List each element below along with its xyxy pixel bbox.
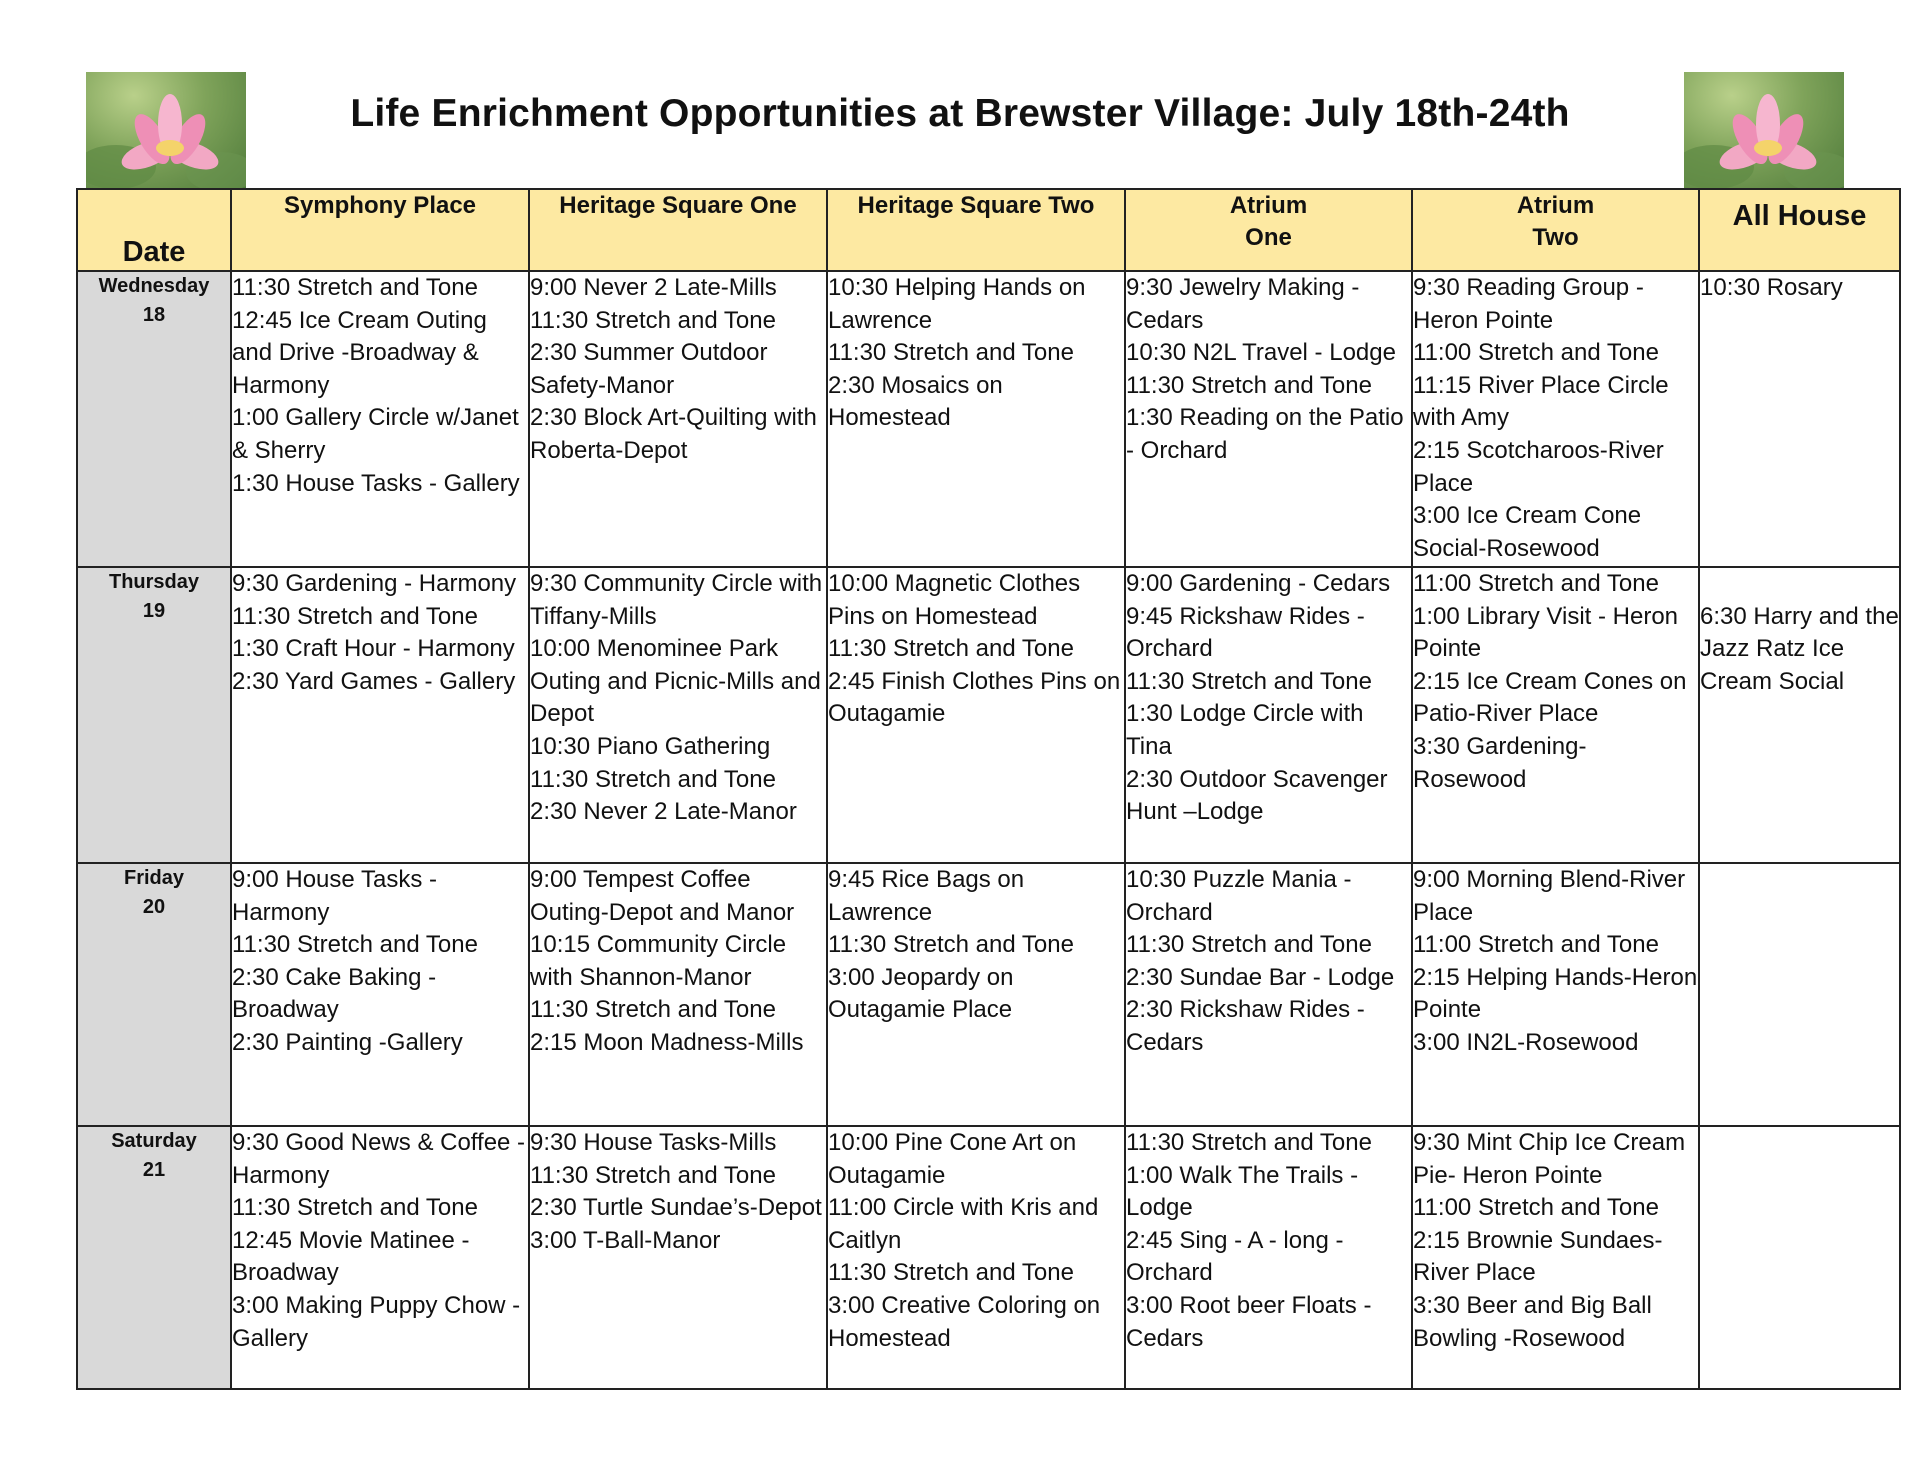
activity-item: 11:30 Stretch and Tone — [828, 1259, 1074, 1287]
activity-item: 12:45 Ice Cream Outing and Drive -Broadway & Harmony — [232, 306, 487, 399]
activity-item: 11:00 Stretch and Tone — [1413, 570, 1659, 597]
table-row — [77, 863, 1900, 1126]
activity-item: 11:30 Stretch and Tone — [232, 274, 478, 301]
day-number: 19 — [142, 600, 166, 622]
schedule-cell-heritage-square-two — [827, 863, 1125, 1126]
page-title: Life Enrichment Opportunities at Brewster Village: July 18th-24th — [350, 92, 1570, 135]
activity-item: 2:30 Yard Games - Gallery — [232, 667, 516, 695]
activity-item: 2:15 Moon Madness-Mills — [530, 1028, 804, 1056]
schedule-cell-heritage-square-two — [827, 567, 1125, 863]
schedule-cell-symphony-place — [231, 567, 529, 863]
activity-item: 9:30 Good News & Coffee -Harmony — [232, 1129, 526, 1189]
activity-item: 2:15 Scotcharoos-River Place — [1413, 436, 1664, 497]
column-header-atrium-two: Atrium Two — [1412, 189, 1699, 271]
activity-item: 2:30 Never 2 Late-Manor — [530, 798, 797, 826]
activity-item: 11:00 Circle with Kris and Caitlyn — [828, 1194, 1099, 1254]
schedule-cell-atrium-one — [1125, 567, 1412, 863]
activity-item: 9:30 Community Circle with Tiffany-Mills — [530, 570, 823, 630]
activity-item: 10:30 Piano Gathering — [530, 732, 771, 760]
activity-item: 10:00 Magnetic Clothes Pins on Homestead — [828, 570, 1081, 630]
activity-item: 10:00 Pine Cone Art on Outagamie — [828, 1129, 1077, 1189]
activity-item — [1700, 568, 1899, 601]
activity-item: 11:30 Stretch and Tone — [232, 931, 478, 959]
schedule-cell-all-house — [1699, 271, 1900, 567]
date-cell — [77, 567, 231, 863]
activity-item: 2:30 Rickshaw Rides - Cedars — [1126, 996, 1365, 1056]
activity-item: 9:00 Morning Blend-River Place — [1413, 866, 1686, 926]
activity-item: 11:30 Stretch and Tone — [1126, 667, 1372, 695]
activity-item: 3:30 Gardening-Rosewood — [1413, 732, 1587, 793]
activity-item: 9:30 Jewelry Making - Cedars — [1126, 274, 1360, 334]
activity-item: 2:30 Summer Outdoor Safety-Manor — [530, 339, 768, 399]
column-header-atrium-one: Atrium One — [1125, 189, 1412, 271]
column-header-heritage-square-one: Heritage Square One — [529, 189, 827, 271]
activity-item: 1:30 Reading on the Patio - Orchard — [1126, 404, 1404, 464]
weekday-label: Saturday — [111, 1130, 197, 1152]
activity-item: 1:00 Library Visit - Heron Pointe — [1413, 602, 1679, 663]
activity-item: 10:30 N2L Travel - Lodge — [1126, 339, 1396, 367]
day-number: 20 — [142, 896, 166, 918]
activity-item: 11:30 Stretch and Tone — [1126, 931, 1372, 959]
activity-item: 2:30 Turtle Sundae’s-Depot — [530, 1194, 822, 1222]
activity-item: 3:00 IN2L-Rosewood — [1413, 1028, 1639, 1056]
activity-item: 9:30 Reading Group - Heron Pointe — [1413, 274, 1644, 334]
schedule-cell-heritage-square-one — [529, 1126, 827, 1389]
activity-item: 2:15 Brownie Sundaes-River Place — [1413, 1226, 1663, 1287]
date-cell — [77, 863, 231, 1126]
activity-item: 9:00 Gardening - Cedars — [1126, 570, 1391, 597]
activity-item: 3:00 Ice Cream Cone Social-Rosewood — [1413, 502, 1642, 562]
schedule-cell-atrium-two — [1412, 271, 1699, 567]
activity-item: 9:00 Never 2 Late-Mills — [530, 274, 777, 301]
schedule-cell-heritage-square-one — [529, 863, 827, 1126]
column-header-symphony-place: Symphony Place — [231, 189, 529, 271]
day-number: 18 — [142, 304, 166, 326]
activity-item: 3:30 Beer and Big Ball Bowling -Rosewood — [1413, 1291, 1652, 1352]
schedule-cell-symphony-place — [231, 271, 529, 567]
activity-item: 10:30 Puzzle Mania - Orchard — [1126, 866, 1352, 926]
schedule-cell-atrium-two — [1412, 567, 1699, 863]
activity-item: 3:00 Jeopardy on Outagamie Place — [828, 963, 1014, 1024]
activity-item: 11:30 Stretch and Tone — [530, 996, 776, 1024]
activity-item: 11:30 Stretch and Tone — [828, 339, 1074, 367]
activity-item: 1:00 Gallery Circle w/Janet & Sherry — [232, 404, 519, 464]
activity-item: 11:30 Stretch and Tone — [530, 765, 776, 793]
activity-item: 11:30 Stretch and Tone — [530, 1161, 776, 1189]
activity-item: 2:30 Outdoor Scavenger Hunt –Lodge — [1126, 765, 1388, 826]
activity-item: 11:30 Stretch and Tone — [232, 602, 478, 630]
activity-item: 10:30 Helping Hands on Lawrence — [828, 274, 1086, 334]
activity-item: 2:30 Sundae Bar - Lodge — [1126, 963, 1395, 991]
schedule-cell-symphony-place — [231, 863, 529, 1126]
schedule-cell-all-house — [1699, 863, 1900, 1126]
weekday-label: Wednesday — [98, 275, 210, 297]
activity-item: 3:00 Making Puppy Chow -Gallery — [232, 1291, 521, 1352]
activity-item: 11:30 Stretch and Tone — [232, 1194, 478, 1222]
schedule-cell-atrium-one — [1125, 1126, 1412, 1389]
activity-item: 9:30 Gardening - Harmony — [232, 570, 517, 597]
table-row — [77, 567, 1900, 863]
day-number: 21 — [142, 1159, 166, 1181]
activity-item: 2:30 Cake Baking - Broadway — [232, 963, 437, 1024]
activity-item: 11:00 Stretch and Tone — [1413, 339, 1659, 367]
schedule-cell-heritage-square-two — [827, 271, 1125, 567]
activity-item: 11:30 Stretch and Tone — [1126, 1129, 1372, 1156]
schedule-body — [77, 271, 1900, 1389]
activity-item: 11:15 River Place Circle with Amy — [1413, 371, 1669, 432]
activity-item: 10:15 Community Circle with Shannon-Manor — [530, 931, 787, 991]
activity-item: 10:30 Rosary — [1700, 274, 1843, 301]
activity-item: 1:00 Walk The Trails - Lodge — [1126, 1161, 1359, 1222]
activity-item: 2:30 Mosaics on Homestead — [828, 371, 1003, 432]
activity-item: 2:45 Sing - A - long - Orchard — [1126, 1226, 1344, 1287]
weekday-label: Thursday — [108, 571, 200, 593]
schedule-cell-atrium-two — [1412, 1126, 1699, 1389]
schedule-cell-atrium-one — [1125, 863, 1412, 1126]
activity-item: 11:30 Stretch and Tone — [1126, 371, 1372, 399]
table-row — [77, 1126, 1900, 1389]
activity-item: 3:00 Root beer Floats - Cedars — [1126, 1291, 1372, 1352]
schedule-cell-atrium-one — [1125, 271, 1412, 567]
column-header-heritage-square-two: Heritage Square Two — [827, 189, 1125, 271]
date-cell — [77, 1126, 231, 1389]
activity-item: 3:00 T-Ball-Manor — [530, 1226, 721, 1254]
activity-item: 3:00 Creative Coloring on Homestead — [828, 1291, 1101, 1352]
table-row — [77, 271, 1900, 567]
activity-item: 6:30 Harry and the Jazz Ratz Ice Cream Social — [1700, 602, 1899, 695]
activity-item: 2:15 Ice Cream Cones on Patio-River Place — [1413, 667, 1687, 728]
activity-item: 9:00 House Tasks - Harmony — [232, 866, 437, 926]
activity-item: 2:15 Helping Hands-Heron Pointe — [1413, 963, 1698, 1024]
schedule-cell-atrium-two — [1412, 863, 1699, 1126]
schedule-cell-heritage-square-one — [529, 271, 827, 567]
activity-item: 9:30 Mint Chip Ice Cream Pie- Heron Pointe — [1413, 1129, 1686, 1189]
activity-item: 9:45 Rickshaw Rides - Orchard — [1126, 602, 1365, 663]
header-row — [77, 189, 1900, 271]
weekday-label: Friday — [123, 867, 185, 889]
activity-item: 1:30 Craft Hour - Harmony — [232, 635, 515, 663]
activity-item: 2:45 Finish Clothes Pins on Outagamie — [828, 667, 1121, 728]
column-header-date: Date — [77, 189, 231, 271]
schedule-cell-all-house — [1699, 1126, 1900, 1389]
activity-item: 9:30 House Tasks-Mills — [530, 1129, 777, 1156]
activity-item: 1:30 Lodge Circle with Tina — [1126, 700, 1364, 760]
schedule-cell-symphony-place — [231, 1126, 529, 1389]
activity-item: 10:00 Menominee Park Outing and Picnic-Mills and Depot — [530, 635, 821, 728]
activity-item: 9:45 Rice Bags on Lawrence — [828, 866, 1025, 926]
activity-item: 11:30 Stretch and Tone — [530, 306, 776, 334]
schedule-cell-heritage-square-one — [529, 567, 827, 863]
column-header-all-house: All House — [1699, 189, 1900, 271]
activity-item: 2:30 Block Art-Quilting with Roberta-Depot — [530, 404, 817, 464]
schedule-cell-all-house — [1699, 567, 1900, 863]
activity-item: 12:45 Movie Matinee - Broadway — [232, 1226, 470, 1287]
schedule-cell-heritage-square-two — [827, 1126, 1125, 1389]
date-cell — [77, 271, 231, 567]
activity-item: 11:30 Stretch and Tone — [828, 635, 1074, 663]
activity-item: 11:30 Stretch and Tone — [828, 931, 1074, 959]
activity-item: 2:30 Painting -Gallery — [232, 1028, 463, 1056]
activity-item: 1:30 House Tasks - Gallery — [232, 469, 520, 497]
activity-item: 11:00 Stretch and Tone — [1413, 1194, 1659, 1222]
activity-item: 11:00 Stretch and Tone — [1413, 931, 1659, 959]
schedule-table — [76, 188, 1901, 1390]
activity-item: 9:00 Tempest Coffee Outing-Depot and Manor — [530, 866, 795, 926]
